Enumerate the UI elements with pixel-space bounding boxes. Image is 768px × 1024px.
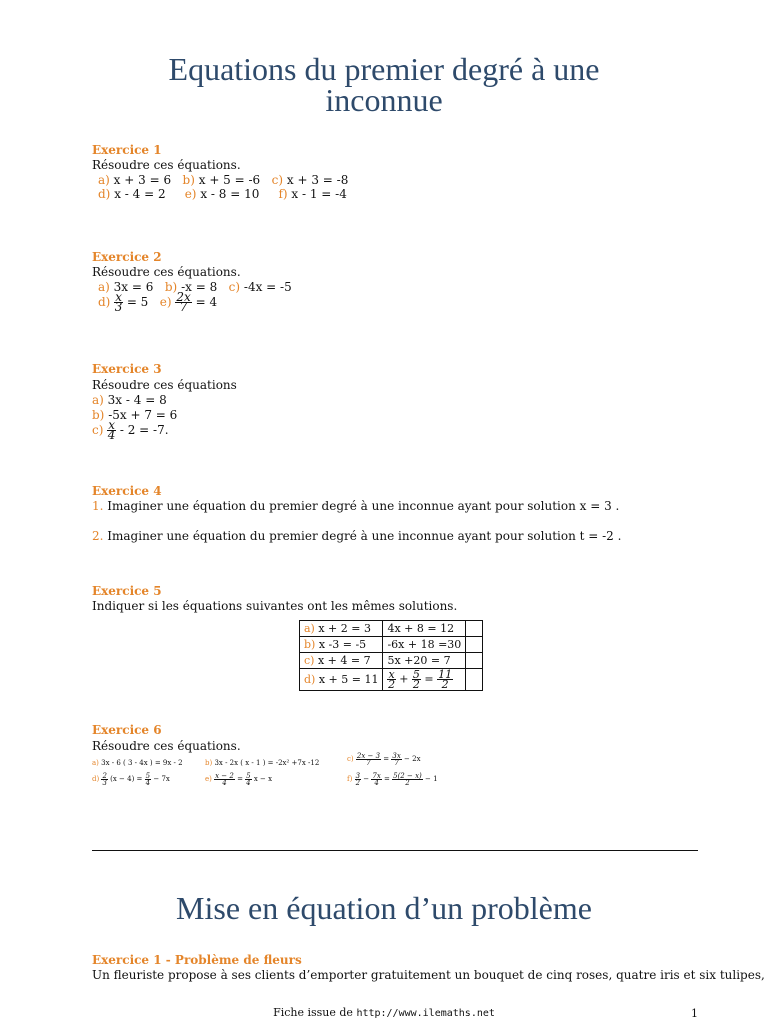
answer-cell: [466, 637, 483, 653]
exercise-6-item-a: a) 3x - 6 ( 3 - 4x ) = 9x - 2: [92, 759, 183, 767]
exercise-3-item-a: [92, 393, 167, 408]
equation: - 2 = -7.: [119, 423, 169, 437]
right-equation-cell: $\frac{x}{2}$ + $\frac{5}{2}$ = $\frac{11}{2}$: [383, 669, 466, 691]
equation: 3x - 4 = 8: [107, 393, 167, 407]
exercise-5-heading: Exercice 5: [92, 584, 162, 598]
equation: x + 3 = 6: [113, 173, 172, 187]
table-row: [300, 621, 483, 637]
page-title-continued: inconnue: [325, 82, 443, 118]
item-label: f): [278, 187, 288, 201]
item-text: Imaginer une équation du premier degré à une inconnue ayant pour solution t = -2 .: [107, 529, 622, 543]
page-number: 1: [691, 1007, 698, 1020]
exercise-1-heading: Exercice 1: [92, 143, 162, 157]
item-label: a): [98, 280, 110, 294]
page-footer: [0, 1006, 768, 1019]
right-equation-cell: 5x +20 = 7: [383, 653, 466, 669]
fraction: $\frac{x}{3}$: [114, 290, 123, 314]
exercise-6-item-b: b) 3x - 2x ( x - 1 ) = -2x² +7x -12: [205, 759, 320, 767]
left-equation-cell: c) x + 4 = 7: [300, 653, 383, 669]
item-number: 1.: [92, 499, 104, 513]
answer-cell: [466, 653, 483, 669]
section-divider: [92, 850, 698, 851]
comparison-table: [299, 620, 483, 691]
problem-1-text: Un fleuriste propose à ses clients d’emporter gratuitement un bouquet de cinq roses, quatre iris et six tulipes,: [92, 968, 765, 982]
exercise-5-instruction: Indiquer si les équations suivantes ont les mêmes solutions.: [92, 599, 458, 613]
exercise-6-item-f: f) $\frac{3}{2}$ − $\frac{7x}{4}$ = $\frac{5(2 - x)}{2}$ − 1: [347, 771, 438, 787]
exercise-3-instruction: Résoudre ces équations: [92, 378, 237, 392]
exercise-3-item-c: [92, 418, 169, 442]
equation: = 4: [195, 295, 218, 309]
equation: -x = 8: [181, 280, 218, 294]
equation: x + 5 = -6: [198, 173, 261, 187]
exercise-6-instruction: Résoudre ces équations.: [92, 739, 241, 753]
item-label: a): [98, 173, 110, 187]
exercise-2-row-2: [98, 290, 218, 314]
table-row: [300, 669, 483, 691]
fraction: $\frac{x}{4}$: [107, 418, 116, 442]
problem-1-heading: Exercice 1 - Problème de fleurs: [92, 953, 302, 967]
right-equation-cell: -6x + 18 =30: [383, 637, 466, 653]
equation: x + 3 = -8: [286, 173, 349, 187]
equation: 3x = 6: [113, 280, 154, 294]
equation: -5x + 7 = 6: [108, 408, 178, 422]
answer-cell: [466, 621, 483, 637]
exercise-1-row-1: [98, 173, 348, 188]
left-equation-cell: b) x -3 = -5: [300, 637, 383, 653]
exercise-1-instruction: Résoudre ces équations.: [92, 158, 241, 172]
exercise-6-item-c: c) $\frac{2x - 3}{7}$ = $\frac{3x}{7}$ − 2x: [347, 751, 421, 767]
equation: x - 1 = -4: [291, 187, 347, 201]
page-title: Equations du premier degré à une: [168, 51, 600, 87]
item-label: d): [98, 295, 111, 309]
table-row: [300, 637, 483, 653]
equation: -4x = -5: [243, 280, 292, 294]
right-equation-cell: 4x + 8 = 12: [383, 621, 466, 637]
section-title: Mise en équation d’un problème: [176, 890, 592, 926]
answer-cell: [466, 669, 483, 691]
equation: x - 8 = 10: [200, 187, 260, 201]
footer-prefix: Fiche issue de: [273, 1006, 353, 1019]
exercise-2-heading: Exercice 2: [92, 250, 162, 264]
item-number: 2.: [92, 529, 104, 543]
footer-url-link[interactable]: http://www.ilemaths.net: [356, 1008, 495, 1019]
item-label: b): [92, 408, 105, 422]
exercise-4-heading: Exercice 4: [92, 484, 162, 498]
left-equation-cell: a) x + 2 = 3: [300, 621, 383, 637]
exercise-2-instruction: Résoudre ces équations.: [92, 265, 241, 279]
table-row: [300, 653, 483, 669]
equation: x - 4 = 2: [114, 187, 166, 201]
exercise-4-item-1: [92, 499, 619, 514]
exercise-4-item-2: [92, 529, 621, 544]
item-label: c): [228, 280, 241, 294]
exercise-6-heading: Exercice 6: [92, 723, 162, 737]
exercise-1-row-2: [98, 187, 347, 202]
exercise-6-item-d: d) $\frac{2}{3}$ (x − 4) = $\frac{5}{4}$ − 7x: [92, 771, 170, 787]
exercise-3-heading: Exercice 3: [92, 362, 162, 376]
item-label: c): [92, 423, 104, 437]
item-label: c): [271, 173, 284, 187]
item-label: e): [159, 295, 172, 309]
equation: = 5: [126, 295, 149, 309]
item-label: d): [98, 187, 111, 201]
item-label: e): [184, 187, 197, 201]
left-equation-cell: d) x + 5 = 11: [300, 669, 383, 691]
item-text: Imaginer une équation du premier degré à une inconnue ayant pour solution x = 3 .: [107, 499, 620, 513]
exercise-6-item-e: e) $\frac{x - 2}{4}$ = $\frac{5}{4}$ x − x: [205, 771, 273, 787]
item-label: b): [164, 280, 178, 294]
item-label: b): [182, 173, 195, 187]
item-label: a): [92, 393, 104, 407]
fraction: $\frac{2x}{7}$: [176, 290, 191, 314]
